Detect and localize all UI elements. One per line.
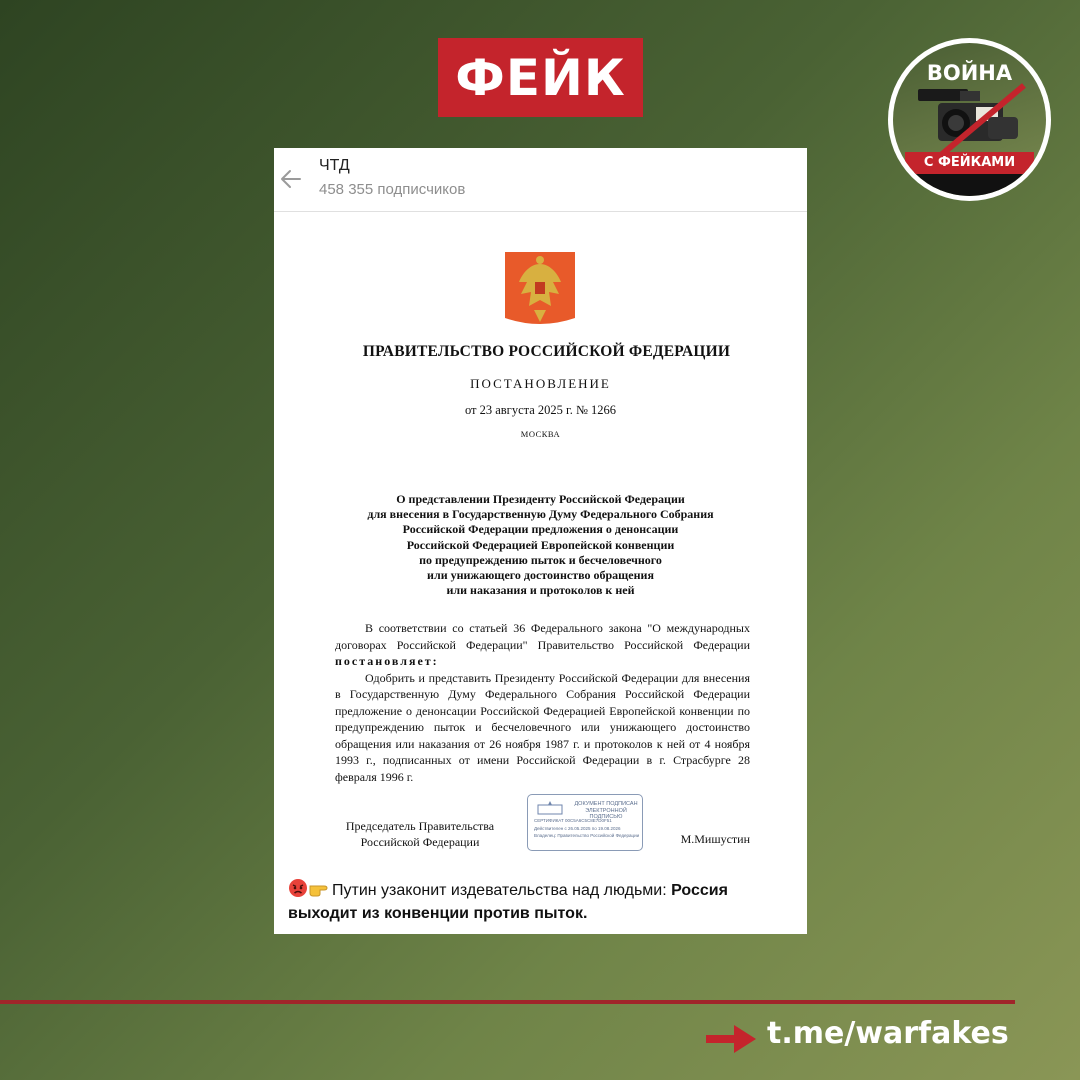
- body-paragraph: Одобрить и представить Президенту Российской Федерации для внесения в Государственную Думу Федерального Собрания Российской Федерации предложение о денонсации Российской Федерацией Европейской конвенции по предупреждению пыток и бесчеловечного или унижающего достоинство обращения или наказания от 26 ноября 1987 г. и протоколов к ней от 4 ноября 1993 г., подписанных от имени Российской Федерации в г. Страсбурге 28 февраля 1996 г.: [335, 670, 750, 784]
- resolves-word: постановляет:: [335, 654, 439, 668]
- esign-certificate: СЕРТИФИКАТ 00C5A6C5C8E7D0F51: [534, 818, 612, 823]
- esign-title-line: ЭЛЕКТРОННОЙ ПОДПИСЬЮ: [585, 807, 627, 820]
- subject-line: для внесения в Государственную Думу Федерального Собрания: [367, 507, 714, 522]
- document-city: МОСКВА: [520, 429, 561, 439]
- channel-name[interactable]: ЧТД: [319, 157, 350, 174]
- subject-line: О представлении Президенту Российской Федерации: [396, 492, 685, 506]
- subject-line: Российской Федерации предложения о денонсации: [402, 522, 679, 537]
- document-body: [335, 620, 750, 785]
- document-date: от 23 августа 2025 г. № 1266: [464, 403, 617, 417]
- subject-line: Российской Федерацией Европейской конвенции: [406, 537, 675, 552]
- caption-text: Путин узаконит издевательства над людьми:: [332, 882, 672, 899]
- coat-of-arms-icon: [505, 252, 575, 330]
- signer-title-line: Председатель Правительства: [345, 819, 495, 833]
- channel-link[interactable]: t.me/warfakes: [767, 1016, 1009, 1051]
- pointing-hand-icon: [308, 878, 332, 898]
- arrow-right-icon: [706, 1025, 756, 1053]
- subject-line: или наказания и протоколов к ней: [446, 583, 635, 598]
- subject-line: по предупреждению пыток и бесчеловечного: [419, 552, 662, 567]
- esign-owner: Владелец: Правительство Российской Федерации: [534, 833, 640, 838]
- caption-bold-text: Россия выходит из конвенции против пыток.: [288, 882, 728, 922]
- esign-title-line: ДОКУМЕНТ ПОДПИСАН: [574, 801, 638, 807]
- logo-bottom-text: С ФЕЙКАМИ: [905, 152, 1034, 174]
- fake-badge: [438, 38, 643, 117]
- logo-inner: [893, 43, 1046, 196]
- logo-band: [893, 172, 1046, 196]
- signer-title: [335, 818, 505, 850]
- post-header: [274, 148, 807, 212]
- post-caption: [288, 878, 793, 925]
- document-subject: [334, 492, 747, 598]
- logo-top-text: ВОЙНА: [926, 61, 1013, 85]
- angry-face-icon: [288, 878, 308, 898]
- esign-validity: Действителен с 26.05.2025 по 19.08.2026: [534, 826, 621, 831]
- document-type: ПОСТАНОВЛЕНИЕ: [470, 376, 611, 391]
- signature-emblem-icon: [536, 801, 564, 815]
- fake-label: ФЕЙК: [455, 48, 626, 107]
- body-paragraph: [335, 620, 750, 670]
- subscriber-count: 458 355 подписчиков: [319, 181, 466, 198]
- war-on-fakes-logo: [888, 38, 1051, 201]
- signer-name: М.Мишустин: [680, 832, 750, 846]
- subject-line: или унижающего достоинство обращения: [427, 568, 654, 583]
- electronic-signature-stamp: [527, 794, 643, 851]
- signer-title-line: Российской Федерации: [360, 835, 480, 849]
- telegram-post-card: [274, 148, 807, 934]
- government-decree-document: [274, 212, 807, 872]
- arrow-left-icon[interactable]: [278, 166, 304, 192]
- paragraph-text: В соответствии со статьей 36 Федерального закона "О международных договорах Российской Федерации" Правительство Российской Федерации: [335, 621, 750, 652]
- government-title: ПРАВИТЕЛЬСТВО РОССИЙСКОЙ ФЕДЕРАЦИИ: [362, 343, 731, 360]
- divider-line: [0, 1000, 1015, 1004]
